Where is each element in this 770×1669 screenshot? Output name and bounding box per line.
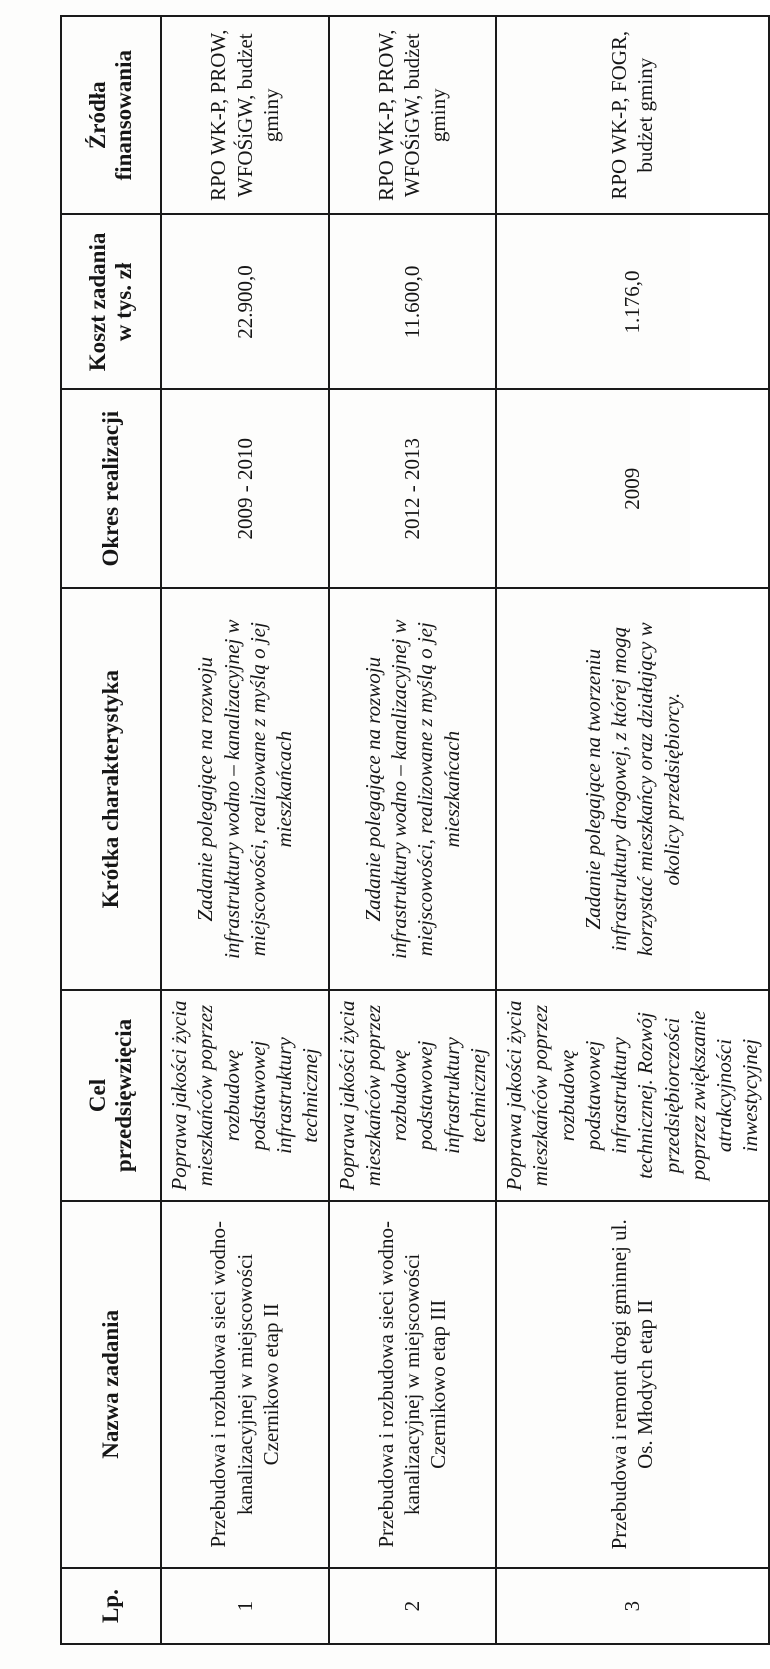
cell-description: Zadanie polegające na rozwoju infrastruktury wodno – kanalizacyjnej w miejscowości, realizowane z myślą o jej mieszkańcach — [329, 588, 497, 991]
header-lp: Lp. — [61, 1568, 161, 1644]
header-sources: Źródła finansowania — [61, 16, 161, 214]
cell-description: Zadanie polegające na rozwoju infrastruktury wodno – kanalizacyjnej w miejscowości, realizowane z myślą o jej mieszkańcach — [161, 588, 329, 991]
cell-goal: Poprawa jakości życia mieszkańców poprzez rozbudowę podstawowej infrastruktury technicznej. Rozwój przedsiębiorczości poprzez zwiększanie atrakcyjności inwestycyjnej — [496, 990, 769, 1200]
header-row — [61, 16, 161, 1644]
cell-sources: RPO WK-P, PROW, WFOŚiGW, budżet gminy — [329, 16, 497, 214]
cell-task-name: Przebudowa i remont drogi gminnej ul. Os. Młodych etap II — [496, 1201, 769, 1569]
cell-cost: 22.900,0 — [161, 214, 329, 389]
cell-goal: Poprawa jakości życia mieszkańców poprzez rozbudowę podstawowej infrastruktury technicznej — [329, 990, 497, 1200]
cell-period: 2009 — [496, 389, 769, 587]
investment-tasks-table — [60, 15, 770, 1645]
cell-sources: RPO WK-P, FOGR, budżet gminy — [496, 16, 769, 214]
cell-lp: 3 — [496, 1568, 769, 1644]
header-period: Okres realizacji — [61, 389, 161, 587]
table-row — [496, 16, 769, 1644]
table-row — [329, 16, 497, 1644]
header-task-name: Nazwa zadania — [61, 1201, 161, 1569]
header-goal: Cel przedsięwzięcia — [61, 990, 161, 1200]
table-row — [161, 16, 329, 1644]
cell-task-name: Przebudowa i rozbudowa sieci wodno-kanalizacyjnej w miejscowości Czernikowo etap II — [161, 1201, 329, 1569]
cell-description: Zadanie polegające na tworzeniu infrastruktury drogowej, z której mogą korzystać mieszkańcy oraz działający w okolicy przedsiębiorcy. — [496, 588, 769, 991]
cell-period: 2012 - 2013 — [329, 389, 497, 587]
cell-goal: Poprawa jakości życia mieszkańców poprzez rozbudowę podstawowej infrastruktury technicznej — [161, 990, 329, 1200]
table-header — [61, 16, 161, 1644]
cell-cost: 1.176,0 — [496, 214, 769, 389]
header-cost: Koszt zadania w tys. zł — [61, 214, 161, 389]
cell-cost: 11.600,0 — [329, 214, 497, 389]
header-description: Krótka charakterystyka — [61, 588, 161, 991]
cell-lp: 2 — [329, 1568, 497, 1644]
cell-task-name: Przebudowa i rozbudowa sieci wodno-kanalizacyjnej w miejscowości Czernikowo etap III — [329, 1201, 497, 1569]
cell-sources: RPO WK-P, PROW, WFOŚiGW, budżet gminy — [161, 16, 329, 214]
cell-lp: 1 — [161, 1568, 329, 1644]
table-body — [161, 16, 769, 1644]
cell-period: 2009 - 2010 — [161, 389, 329, 587]
